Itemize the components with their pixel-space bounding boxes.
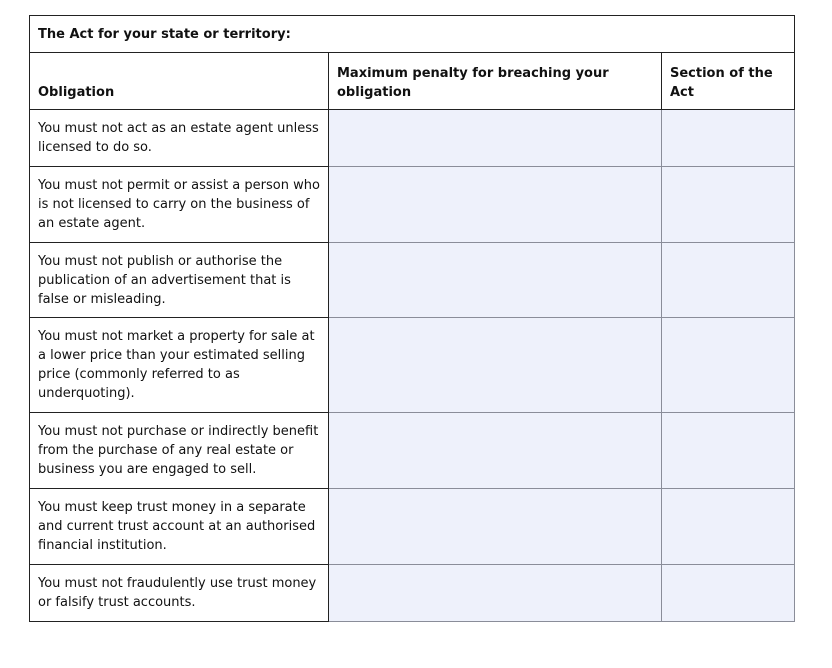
section-field[interactable] [662, 243, 795, 318]
obligation-text: You must not market a property for sale at a lower price than your estimated selling price (commonly referred to as underquoting). [30, 318, 329, 413]
penalty-field[interactable] [329, 489, 662, 565]
obligations-table [29, 15, 795, 622]
obligation-text: You must not fraudulently use trust money or falsify trust accounts. [30, 565, 329, 622]
header-obligation: Obligation [30, 53, 329, 110]
table-row [30, 318, 795, 413]
penalty-field[interactable] [329, 243, 662, 318]
penalty-field[interactable] [329, 167, 662, 243]
header-penalty: Maximum penalty for breaching your obligation [329, 53, 662, 110]
table-row [30, 413, 795, 489]
section-field[interactable] [662, 318, 795, 413]
section-field[interactable] [662, 565, 795, 622]
table-row [30, 243, 795, 318]
table-row [30, 167, 795, 243]
table-row [30, 489, 795, 565]
section-field[interactable] [662, 413, 795, 489]
section-field[interactable] [662, 489, 795, 565]
table-title [30, 16, 795, 53]
obligation-text: You must not act as an estate agent unless licensed to do so. [30, 110, 329, 167]
table-row [30, 565, 795, 622]
penalty-field[interactable] [329, 565, 662, 622]
section-field[interactable] [662, 110, 795, 167]
penalty-field[interactable] [329, 318, 662, 413]
obligation-text: You must keep trust money in a separate and current trust account at an authorised financial institution. [30, 489, 329, 565]
obligation-text: You must not permit or assist a person who is not licensed to carry on the business of an estate agent. [30, 167, 329, 243]
section-field[interactable] [662, 167, 795, 243]
penalty-field[interactable] [329, 110, 662, 167]
header-section: Section of the Act [662, 53, 795, 110]
table-row [30, 110, 795, 167]
obligation-text: You must not publish or authorise the publication of an advertisement that is false or misleading. [30, 243, 329, 318]
obligation-text: You must not purchase or indirectly benefit from the purchase of any real estate or business you are engaged to sell. [30, 413, 329, 489]
penalty-field[interactable] [329, 413, 662, 489]
table-title-text: The Act for your state or territory: [38, 27, 291, 42]
